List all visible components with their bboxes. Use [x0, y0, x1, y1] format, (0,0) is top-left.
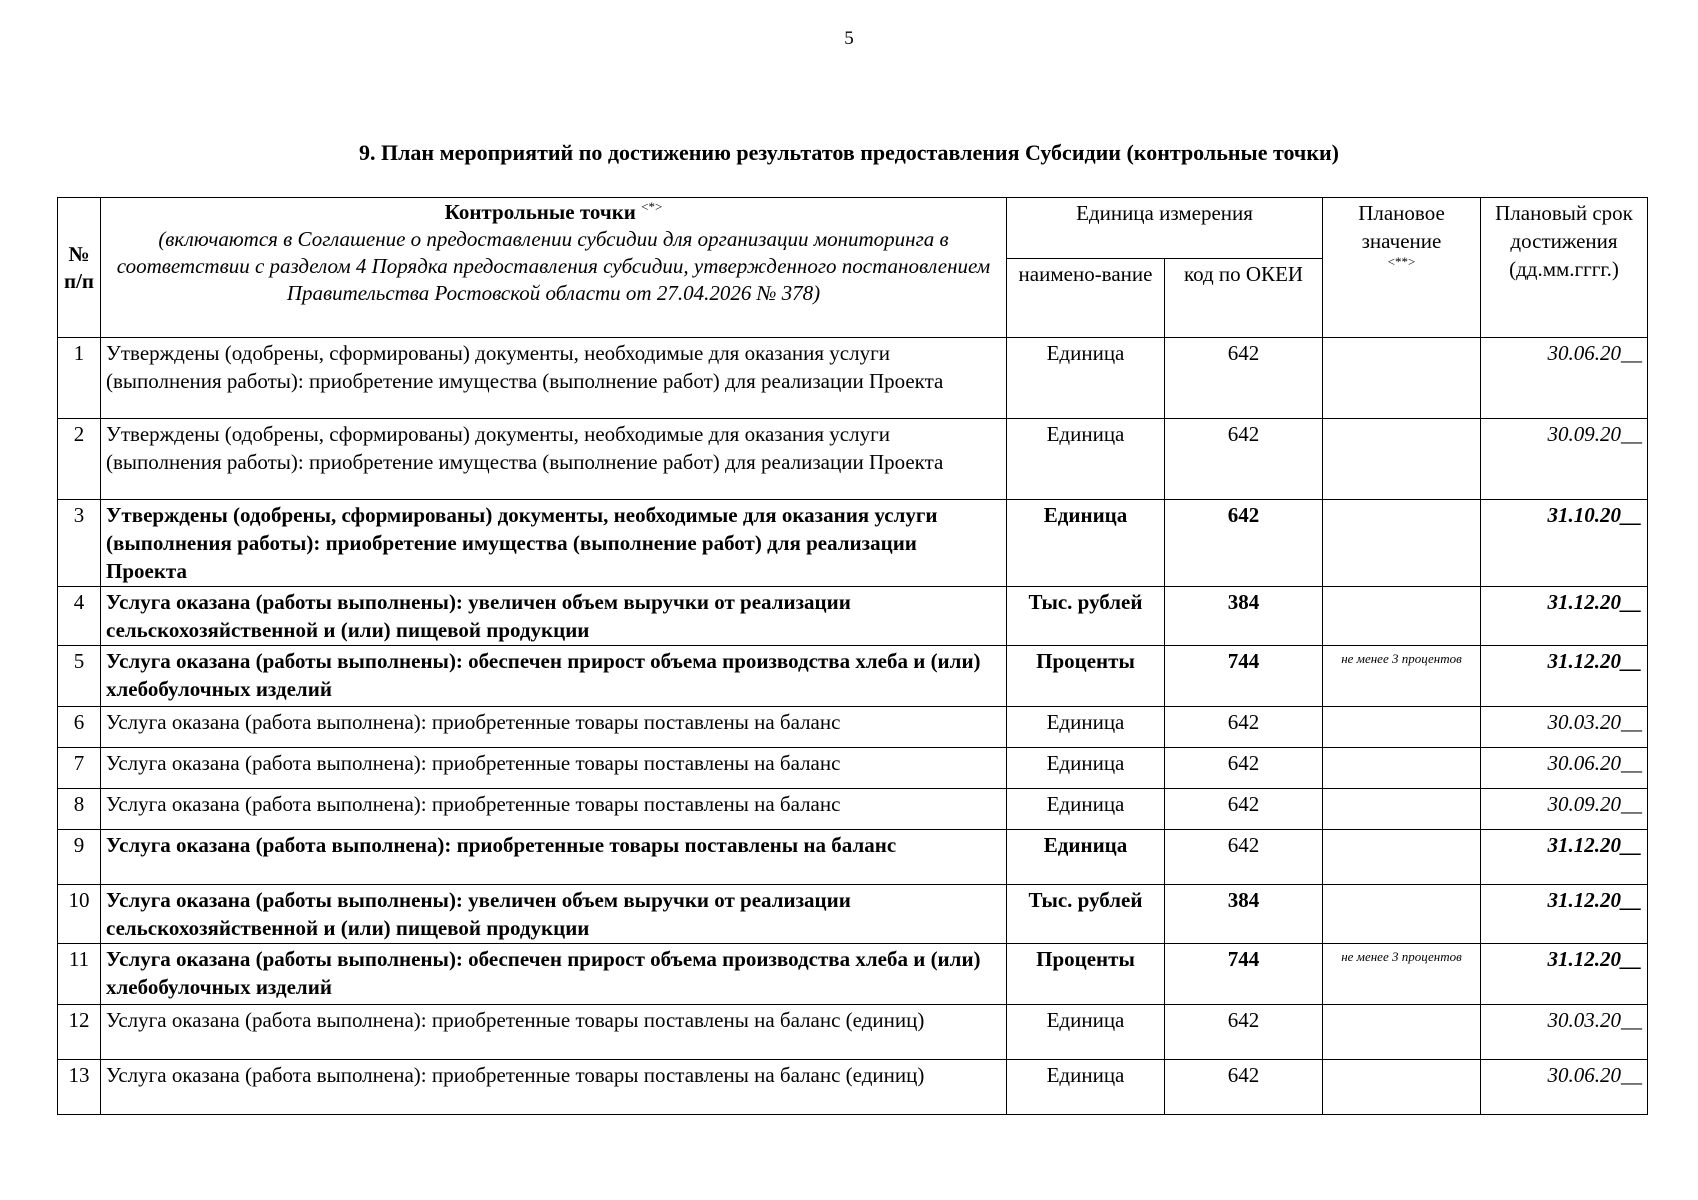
row-date: 31.12.20__	[1481, 885, 1648, 944]
row-number: 5	[58, 646, 101, 707]
row-code: 642	[1165, 707, 1323, 748]
table-row	[58, 707, 1648, 748]
row-number: 3	[58, 500, 101, 587]
row-plan-value	[1323, 748, 1481, 789]
header-control-points-note: (включаются в Соглашение о предоставлении субсидии для организации мониторинга в соответствии с разделом 4 Порядка предоставления субсидии, утвержденного постановлением Правительства Ростовской области от 27.04.2026 № 378)	[116, 227, 991, 305]
row-unit: Проценты	[1007, 646, 1165, 707]
row-code: 744	[1165, 646, 1323, 707]
row-date: 30.06.20__	[1481, 1060, 1648, 1115]
row-date: 31.12.20__	[1481, 944, 1648, 1005]
row-plan-value	[1323, 707, 1481, 748]
row-unit: Единица	[1007, 789, 1165, 830]
header-control-points-footnote: <*>	[641, 199, 663, 214]
header-num: № п/п	[58, 198, 101, 338]
row-unit: Единица	[1007, 1005, 1165, 1060]
table-row	[58, 419, 1648, 500]
row-text: Услуга оказана (работа выполнена): приобретенные товары поставлены на баланс	[101, 789, 1007, 830]
row-unit: Единица	[1007, 1060, 1165, 1115]
row-code: 384	[1165, 885, 1323, 944]
row-text: Услуга оказана (работы выполнены): увеличен объем выручки от реализации сельскохозяйственной и (или) пищевой продукции	[101, 587, 1007, 646]
row-number: 1	[58, 338, 101, 419]
row-number: 12	[58, 1005, 101, 1060]
row-number: 9	[58, 830, 101, 885]
row-text: Услуга оказана (работа выполнена): приобретенные товары поставлены на баланс	[101, 707, 1007, 748]
row-code: 642	[1165, 419, 1323, 500]
table-row	[58, 587, 1648, 646]
page-number: 5	[844, 28, 854, 49]
row-unit: Единица	[1007, 830, 1165, 885]
table-row	[58, 748, 1648, 789]
row-code: 744	[1165, 944, 1323, 1005]
row-date: 30.03.20__	[1481, 707, 1648, 748]
row-text: Утверждены (одобрены, сформированы) документы, необходимые для оказания услуги (выполнения работы): приобретение имущества (выполнение работ) для реализации Проекта	[101, 500, 1007, 587]
row-number: 7	[58, 748, 101, 789]
row-code: 642	[1165, 500, 1323, 587]
section-title: 9. План мероприятий по достижению результатов предоставления Субсидии (контрольные точки)	[358, 140, 1340, 165]
row-number: 4	[58, 587, 101, 646]
header-unit-name: наимено-вание	[1007, 259, 1165, 338]
row-plan-value	[1323, 1060, 1481, 1115]
row-date: 30.09.20__	[1481, 419, 1648, 500]
table-row	[58, 1005, 1648, 1060]
row-unit: Тыс. рублей	[1007, 587, 1165, 646]
row-unit: Единица	[1007, 338, 1165, 419]
row-code: 642	[1165, 338, 1323, 419]
row-text: Услуга оказана (работа выполнена): приобретенные товары поставлены на баланс (единиц)	[101, 1005, 1007, 1060]
header-unit-code: код по ОКЕИ	[1165, 259, 1323, 338]
table-row	[58, 885, 1648, 944]
row-code: 642	[1165, 789, 1323, 830]
table-row	[58, 338, 1648, 419]
row-plan-value: не менее 3 процентов	[1323, 944, 1481, 1005]
row-unit: Тыс. рублей	[1007, 885, 1165, 944]
row-text: Услуга оказана (работа выполнена): приобретенные товары поставлены на баланс	[101, 830, 1007, 885]
row-date: 30.03.20__	[1481, 1005, 1648, 1060]
header-row-1	[58, 198, 1648, 259]
row-unit: Единица	[1007, 419, 1165, 500]
header-control-points	[101, 198, 1007, 338]
table-row	[58, 944, 1648, 1005]
row-plan-value	[1323, 587, 1481, 646]
row-text: Услуга оказана (работа выполнена): приобретенные товары поставлены на баланс (единиц)	[101, 1060, 1007, 1115]
row-number: 11	[58, 944, 101, 1005]
row-text: Утверждены (одобрены, сформированы) документы, необходимые для оказания услуги (выполнения работы): приобретение имущества (выполнение работ) для реализации Проекта	[101, 419, 1007, 500]
row-unit: Проценты	[1007, 944, 1165, 1005]
row-code: 642	[1165, 830, 1323, 885]
row-plan-value: не менее 3 процентов	[1323, 646, 1481, 707]
row-code: 642	[1165, 1060, 1323, 1115]
header-plan-value	[1323, 198, 1481, 338]
row-date: 30.06.20__	[1481, 748, 1648, 789]
row-number: 13	[58, 1060, 101, 1115]
row-code: 642	[1165, 1005, 1323, 1060]
header-plan-date: Плановый срок достижения (дд.мм.гггг.)	[1481, 198, 1648, 338]
row-text: Услуга оказана (работы выполнены): обеспечен прирост объема производства хлеба и (или) хлебобулочных изделий	[101, 646, 1007, 707]
row-plan-value	[1323, 419, 1481, 500]
row-plan-value	[1323, 500, 1481, 587]
row-number: 6	[58, 707, 101, 748]
row-unit: Единица	[1007, 748, 1165, 789]
row-plan-value	[1323, 1005, 1481, 1060]
row-number: 2	[58, 419, 101, 500]
row-date: 30.09.20__	[1481, 789, 1648, 830]
row-plan-value	[1323, 885, 1481, 944]
row-code: 642	[1165, 748, 1323, 789]
table-row	[58, 500, 1648, 587]
row-plan-value	[1323, 830, 1481, 885]
row-date: 31.12.20__	[1481, 646, 1648, 707]
row-text: Услуга оказана (работа выполнена): приобретенные товары поставлены на баланс	[101, 748, 1007, 789]
table-row	[58, 1060, 1648, 1115]
row-number: 10	[58, 885, 101, 944]
row-plan-value	[1323, 338, 1481, 419]
row-date: 31.12.20__	[1481, 830, 1648, 885]
header-plan-value-label: Плановое значение	[1358, 201, 1445, 253]
row-date: 31.12.20__	[1481, 587, 1648, 646]
row-text: Утверждены (одобрены, сформированы) документы, необходимые для оказания услуги (выполнения работы): приобретение имущества (выполнение работ) для реализации Проекта	[101, 338, 1007, 419]
row-unit: Единица	[1007, 707, 1165, 748]
control-points-table	[57, 197, 1648, 1115]
row-code: 384	[1165, 587, 1323, 646]
header-control-points-title: Контрольные точки	[444, 200, 636, 224]
header-unit-group: Единица измерения	[1007, 198, 1323, 259]
row-date: 30.06.20__	[1481, 338, 1648, 419]
row-number: 8	[58, 789, 101, 830]
table-row	[58, 646, 1648, 707]
row-text: Услуга оказана (работы выполнены): обеспечен прирост объема производства хлеба и (или) хлебобулочных изделий	[101, 944, 1007, 1005]
row-text: Услуга оказана (работы выполнены): увеличен объем выручки от реализации сельскохозяйственной и (или) пищевой продукции	[101, 885, 1007, 944]
table-row	[58, 830, 1648, 885]
row-plan-value	[1323, 789, 1481, 830]
row-date: 31.10.20__	[1481, 500, 1648, 587]
table-row	[58, 789, 1648, 830]
row-unit: Единица	[1007, 500, 1165, 587]
header-plan-value-footnote: <**>	[1387, 254, 1416, 269]
